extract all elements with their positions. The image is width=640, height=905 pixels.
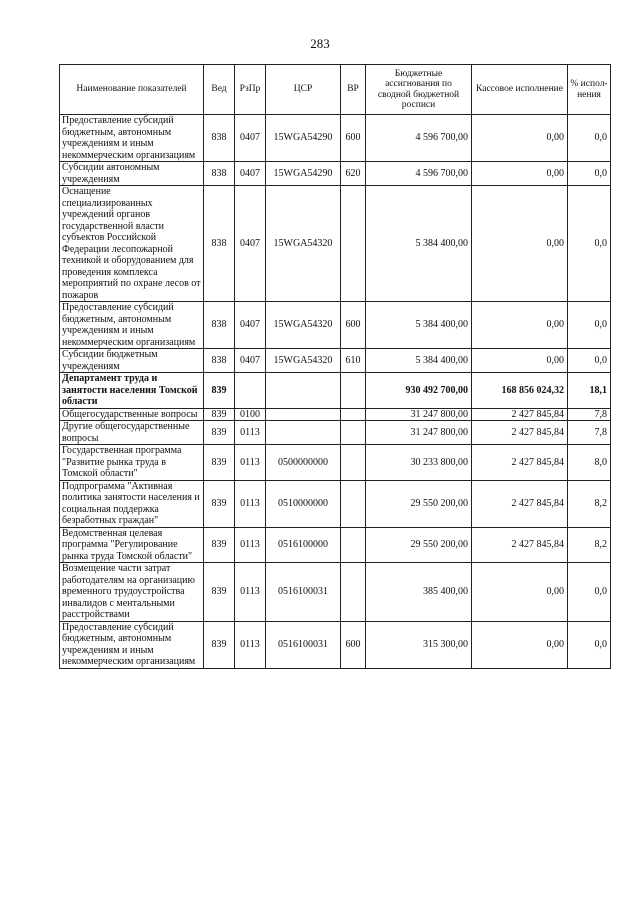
table-row [60, 162, 611, 186]
cell-assign: 5 384 400,00 [366, 302, 472, 349]
cell-assign: 4 596 700,00 [366, 162, 472, 186]
cell-vr [341, 408, 366, 421]
cell-ved: 839 [204, 563, 235, 622]
cell-name: Предоставление субсидий бюджетным, автономным учреждениям и иным некоммерческим организациям [60, 621, 204, 668]
cell-pct: 7,8 [568, 408, 611, 421]
cell-rzpr: 0113 [235, 621, 266, 668]
cell-assign: 5 384 400,00 [366, 186, 472, 302]
cell-name: Оснащение специализированных учреждений органов государственной власти субъектов Российской Федерации лесопожарной техникой и оборудованием для проведения комплекса мероприятий по охране лесов от пожаров [60, 186, 204, 302]
cell-ved: 838 [204, 302, 235, 349]
table-row [60, 445, 611, 481]
header-ved: Вед [204, 65, 235, 115]
cell-pct: 7,8 [568, 421, 611, 445]
cell-ved: 838 [204, 186, 235, 302]
cell-vr [341, 527, 366, 563]
cell-rzpr: 0407 [235, 162, 266, 186]
cell-vr [341, 445, 366, 481]
cell-vr [341, 421, 366, 445]
table-row [60, 421, 611, 445]
cell-assign: 30 233 800,00 [366, 445, 472, 481]
cell-assign: 31 247 800,00 [366, 408, 472, 421]
header-cash: Кассовое исполнение [472, 65, 568, 115]
table-row [60, 408, 611, 421]
cell-cash: 2 427 845,84 [472, 421, 568, 445]
cell-rzpr: 0113 [235, 527, 266, 563]
cell-cash: 2 427 845,84 [472, 480, 568, 527]
cell-rzpr: 0407 [235, 302, 266, 349]
table-row [60, 480, 611, 527]
cell-csr: 15WGA54320 [266, 349, 341, 373]
cell-csr: 0516100031 [266, 563, 341, 622]
cell-ved: 839 [204, 373, 235, 409]
table-row [60, 349, 611, 373]
table-body [60, 115, 611, 669]
cell-pct: 0,0 [568, 186, 611, 302]
cell-ved: 838 [204, 349, 235, 373]
cell-pct: 0,0 [568, 621, 611, 668]
table-row [60, 563, 611, 622]
table-row [60, 527, 611, 563]
cell-cash: 0,00 [472, 186, 568, 302]
cell-vr [341, 480, 366, 527]
cell-pct: 0,0 [568, 563, 611, 622]
cell-csr: 15WGA54320 [266, 186, 341, 302]
cell-csr [266, 373, 341, 409]
cell-rzpr: 0407 [235, 115, 266, 162]
cell-pct: 0,0 [568, 349, 611, 373]
cell-cash: 0,00 [472, 621, 568, 668]
cell-ved: 839 [204, 621, 235, 668]
cell-vr: 620 [341, 162, 366, 186]
cell-name: Ведомственная целевая программа "Регулирование рынка труда Томской области" [60, 527, 204, 563]
cell-csr [266, 421, 341, 445]
cell-assign: 315 300,00 [366, 621, 472, 668]
header-rzpr: РзПр [235, 65, 266, 115]
cell-vr [341, 563, 366, 622]
table-row [60, 186, 611, 302]
cell-csr: 0500000000 [266, 445, 341, 481]
cell-vr: 600 [341, 302, 366, 349]
cell-cash: 0,00 [472, 302, 568, 349]
cell-rzpr: 0113 [235, 480, 266, 527]
header-vr: ВР [341, 65, 366, 115]
cell-name: Субсидии бюджетным учреждениям [60, 349, 204, 373]
cell-cash: 2 427 845,84 [472, 445, 568, 481]
cell-rzpr: 0407 [235, 349, 266, 373]
cell-name: Возмещение части затрат работодателям на организацию временного трудоустройства инвалидов с ментальными расстройствами [60, 563, 204, 622]
cell-vr: 600 [341, 115, 366, 162]
cell-cash: 0,00 [472, 162, 568, 186]
cell-csr [266, 408, 341, 421]
cell-pct: 8,2 [568, 527, 611, 563]
cell-assign: 29 550 200,00 [366, 527, 472, 563]
cell-pct: 8,0 [568, 445, 611, 481]
cell-cash: 2 427 845,84 [472, 527, 568, 563]
cell-assign: 29 550 200,00 [366, 480, 472, 527]
cell-name: Предоставление субсидий бюджетным, автономным учреждениям и иным некоммерческим организациям [60, 302, 204, 349]
cell-assign: 4 596 700,00 [366, 115, 472, 162]
cell-pct: 0,0 [568, 162, 611, 186]
cell-assign: 31 247 800,00 [366, 421, 472, 445]
cell-pct: 18,1 [568, 373, 611, 409]
table-row [60, 302, 611, 349]
header-csr: ЦСР [266, 65, 341, 115]
cell-csr: 15WGA54290 [266, 115, 341, 162]
cell-ved: 838 [204, 115, 235, 162]
cell-name: Подпрограмма "Активная политика занятости населения и социальная поддержка безработных граждан" [60, 480, 204, 527]
table-row [60, 115, 611, 162]
cell-vr [341, 186, 366, 302]
cell-cash: 2 427 845,84 [472, 408, 568, 421]
cell-vr [341, 373, 366, 409]
cell-rzpr [235, 373, 266, 409]
table-row [60, 621, 611, 668]
header-name: Наименование показателей [60, 65, 204, 115]
cell-ved: 839 [204, 421, 235, 445]
cell-cash: 168 856 024,32 [472, 373, 568, 409]
cell-ved: 839 [204, 408, 235, 421]
cell-csr: 0516100000 [266, 527, 341, 563]
header-assign: Бюджетные ассигнования по сводной бюджетной росписи [366, 65, 472, 115]
cell-rzpr: 0407 [235, 186, 266, 302]
cell-assign: 385 400,00 [366, 563, 472, 622]
cell-vr: 610 [341, 349, 366, 373]
cell-name: Государственная программа "Развитие рынка труда в Томской области" [60, 445, 204, 481]
cell-ved: 839 [204, 480, 235, 527]
cell-csr: 0510000000 [266, 480, 341, 527]
cell-cash: 0,00 [472, 115, 568, 162]
cell-name: Предоставление субсидий бюджетным, автономным учреждениям и иным некоммерческим организациям [60, 115, 204, 162]
cell-name: Общегосударственные вопросы [60, 408, 204, 421]
cell-pct: 0,0 [568, 115, 611, 162]
cell-assign: 930 492 700,00 [366, 373, 472, 409]
cell-rzpr: 0113 [235, 445, 266, 481]
cell-cash: 0,00 [472, 563, 568, 622]
cell-csr: 15WGA54290 [266, 162, 341, 186]
cell-rzpr: 0113 [235, 421, 266, 445]
cell-name: Субсидии автономным учреждениям [60, 162, 204, 186]
cell-ved: 838 [204, 162, 235, 186]
cell-name: Департамент труда и занятости населения Томской области [60, 373, 204, 409]
cell-pct: 8,2 [568, 480, 611, 527]
cell-name: Другие общегосударственные вопросы [60, 421, 204, 445]
budget-table [59, 64, 611, 669]
cell-assign: 5 384 400,00 [366, 349, 472, 373]
table-header-row [60, 65, 611, 115]
cell-cash: 0,00 [472, 349, 568, 373]
cell-csr: 0516100031 [266, 621, 341, 668]
table-row [60, 373, 611, 409]
cell-rzpr: 0113 [235, 563, 266, 622]
cell-ved: 839 [204, 527, 235, 563]
header-pct: % испол-нения [568, 65, 611, 115]
cell-pct: 0,0 [568, 302, 611, 349]
cell-rzpr: 0100 [235, 408, 266, 421]
cell-vr: 600 [341, 621, 366, 668]
page-number: 283 [310, 36, 330, 51]
cell-csr: 15WGA54320 [266, 302, 341, 349]
cell-ved: 839 [204, 445, 235, 481]
